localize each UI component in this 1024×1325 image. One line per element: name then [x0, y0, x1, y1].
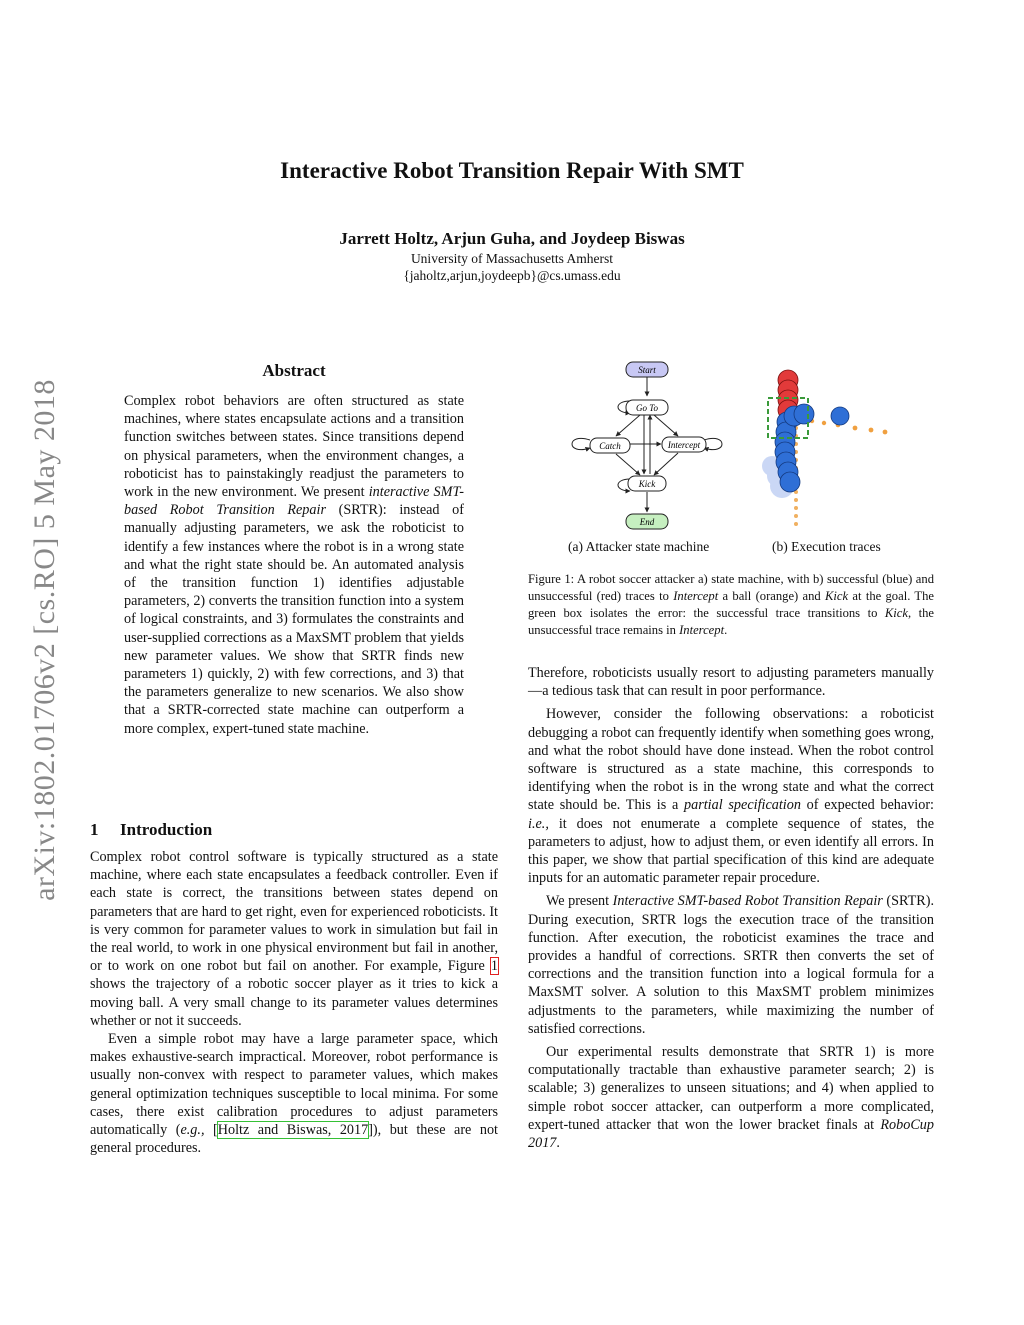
edge-catch-kick [616, 454, 640, 475]
self-loop-catch [572, 438, 590, 449]
citation-link[interactable]: Holtz and Biswas, 2017 [217, 1122, 369, 1139]
state-machine-diagram [572, 362, 722, 529]
right-column-body [528, 664, 934, 1152]
abstract-body: Complex robot behaviors are often structured as state machines, where states encapsulate actions and a transition function switches between states. Since transitions depend on physical parameters, when the environment changes, a roboticist has to painstakingly readjust the parameters to work in the new environment. We present interactive SMT-based Robot Transition Repair (SRTR): instead of manually adjusting parameters, we ask the roboticist to identify a few instances where the robot is in a wrong state and what the right state should be. An automated analysis of the transition function 1) identifies adjustable parameters, 2) converts the transition function into a system of logical constraints, and 3) formulates the constraints and user-supplied corrections as a MaxSMT problem that yields new parameter values. We show that SRTR finds new parameters 1) quickly, 2) with few corrections, and 3) that the parameters generalize to new scenarios. We also show that a SRTR-corrected state machine can outperform a more complex, expert-tuned state machine. [124, 393, 465, 737]
abstract-heading: Abstract [262, 361, 326, 380]
intro-paragraph-3: Therefore, roboticists usually resort to adjusting parameters manually—a tedious task that can result in poor performance. [528, 665, 934, 700]
ball-trace-horizontal [810, 419, 888, 435]
affiliation: University of Massachusetts Amherst [410, 251, 614, 266]
figure-ref-link[interactable]: 1 [490, 958, 498, 975]
subcaption-b: (b) Execution traces [772, 539, 881, 554]
section-heading-introduction [90, 820, 212, 840]
figure-1-graphic [560, 358, 932, 536]
state-label-kick: Kick [638, 479, 656, 489]
section-number: 1 [90, 820, 99, 839]
self-loop-intercept [704, 438, 722, 449]
edge-intercept-kick [654, 453, 678, 475]
state-label-catch: Catch [599, 441, 621, 451]
edge-goto-intercept [654, 415, 678, 436]
execution-traces-plot [762, 370, 887, 526]
state-label-intercept: Intercept [667, 440, 701, 450]
section-title: Introduction [120, 820, 213, 839]
state-label-start: Start [638, 365, 656, 375]
blue-trace [775, 404, 849, 492]
left-column-body [90, 848, 498, 1157]
arxiv-id: arXiv:1802.01706v2 [cs.RO] 5 May 2018 [28, 379, 61, 901]
intro-paragraph-1: Complex robot control software is typically structured as a state machine, where each state encapsulates a feedback controller. Even if each state is correct, the transitions between states depend on parameters that are hard to get right, even for experienced roboticists. It is very common for parameter values to work in simulation but fail in the real world, to work in one physical environment but fail in another, or to work on one robot but fail on another. For example, Figure 1 shows the trajectory of a robotic soccer player as it tries to kick a moving ball. A very small change to its parameter values determines whether or not it succeeds. [90, 849, 498, 1029]
paper-title: Interactive Robot Transition Repair With SMT [280, 158, 744, 183]
subcaption-a: (a) Attacker state machine [568, 539, 710, 554]
author-emails: {jaholtz,arjun,joydeepb}@cs.umass.edu [403, 268, 621, 283]
state-label-end: End [639, 517, 655, 527]
state-label-goto: Go To [636, 403, 658, 413]
intro-paragraph-4: However, consider the following observations: a roboticist debugging a robot can frequently identify when something goes wrong, and what the robot should have done instead. When the robot control software is structured as a state machine, this corresponds to identifying when the robot is in the wrong state and what the correct state should be. This is a partial specification of expected behavior: i.e., it does not enumerate a complete sequence of states, the parameters to adjust, how to adjust them, or even identify all errors. In this paper, we show that partial specification of this kind are adequate inputs for an automatic parameter repair procedure. [528, 706, 934, 887]
intro-paragraph-6: Our experimental results demonstrate that SRTR 1) is more computationally tractable than exhaustive parameter search; 2) is scalable; 3) generalizes to unseen situations; and 4) when applied to simple robot soccer attacker, can outperform a more complicated, expert-tuned attacker that won the lower bracket finals at RoboCup 2017. [528, 1044, 934, 1152]
edge-goto-catch [616, 415, 640, 436]
intro-paragraph-5: We present Interactive SMT-based Robot Transition Repair (SRTR). During execution, SRTR logs the execution trace of the transition function. After execution, the roboticist examines the trace and provides a handful of corrections. SRTR then converts the set of corrections and the transition function into a logical formula for a MaxSMT solver. A solution to this MaxSMT problem minimizes adjustments to the parameters, while maximizing the number of satisfied corrections. [528, 893, 934, 1037]
author-list: Jarrett Holtz, Arjun Guha, and Joydeep Biswas [339, 229, 685, 248]
intro-paragraph-2: Even a simple robot may have a large parameter space, which makes exhaustive-search impractical. Moreover, robot performance is usually non-convex with respect to parameter values, which makes general optimization techniques susceptible to local minima. For some cases, there exist calibration procedures to adjust parameters automatically (e.g., [Holtz and Biswas, 2017]), but these are not general procedures. [90, 1031, 498, 1157]
figure-1-caption: Figure 1: A robot soccer attacker a) state machine, with b) successful (blue) and unsuccessful (red) traces to Intercept a ball (orange) and Kick at the goal. The green box isolates the error: the successful trace transitions to Kick, the unsuccessful trace remains in Intercept. [528, 572, 935, 637]
